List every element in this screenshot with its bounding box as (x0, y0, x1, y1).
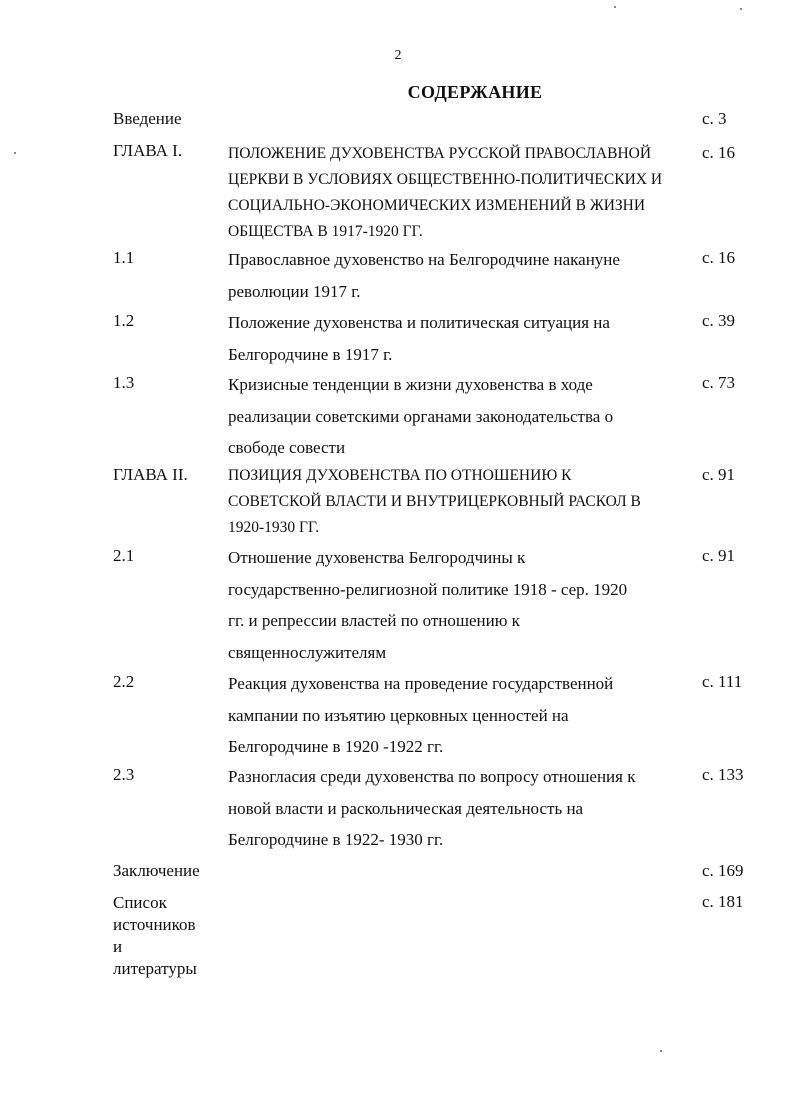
scan-speck (14, 152, 16, 154)
toc-entry-text (228, 668, 688, 763)
toc-entry-number: 2.2 (113, 672, 135, 691)
toc-text-line: Православное духовенство на Белгородчине накануне (228, 250, 620, 269)
toc-text-line: государственно-религиозной политике 1918 - сер. 1920 (228, 579, 628, 599)
toc-entry-number: 1.2 (113, 311, 135, 330)
toc-entry-page: с. 111 (702, 672, 743, 691)
toc-entry-page: с. 3 (702, 109, 727, 128)
toc-text-line: Положение духовенства и политическая ситуация на (228, 313, 610, 332)
page-number: 2 (394, 48, 402, 63)
toc-text-line: Белгородчине в 1922- 1930 гг. (228, 830, 444, 849)
toc-text-line: гг. и репрессии властей по отношению к (228, 611, 520, 630)
toc-entry-page: с. 133 (702, 765, 744, 784)
scan-speck (660, 1050, 662, 1052)
toc-entry-number: 1.3 (113, 373, 135, 392)
toc-text-line: ЦЕРКВИ В УСЛОВИЯХ ОБЩЕСТВЕННО-ПОЛИТИЧЕСКИХ И (228, 171, 663, 188)
toc-entry-page: с. 91 (702, 546, 736, 565)
toc-text-line: Отношение духовенства Белгородчины к (228, 548, 526, 567)
toc-entry-text (228, 463, 688, 541)
toc-entry-number: 1.1 (113, 248, 135, 267)
toc-text-line: ПОЗИЦИЯ ДУХОВЕНСТВА ПО ОТНОШЕНИЮ К (228, 467, 572, 484)
toc-entry-label (113, 892, 197, 980)
toc-title: СОДЕРЖАНИЕ (407, 82, 543, 102)
toc-text-line: кампании по изъятию церковных ценностей на (228, 705, 569, 725)
toc-text-line: СОЦИАЛЬНО-ЭКОНОМИЧЕСКИХ ИЗМЕНЕНИЙ В ЖИЗНИ (228, 197, 646, 214)
toc-text-line: и (113, 937, 123, 956)
toc-text-line: революции 1917 г. (228, 281, 361, 301)
toc-text-line: Белгородчине в 1917 г. (228, 344, 393, 364)
toc-text-line: 1920-1930 ГГ. (228, 519, 320, 536)
toc-entry-text (228, 369, 688, 464)
toc-text-line: Кризисные тенденции в жизни духовенства в ходе (228, 375, 593, 394)
toc-text-line: ОБЩЕСТВА В 1917-1920 ГГ. (228, 223, 423, 240)
toc-entry-label: Введение (113, 109, 182, 128)
toc-text-line: источников (113, 915, 196, 934)
toc-entry-page: с. 73 (702, 373, 736, 392)
toc-entry-page: с. 181 (702, 892, 744, 911)
toc-text-line: литературы (113, 959, 197, 978)
toc-text-line: СОВЕТСКОЙ ВЛАСТИ И ВНУТРИЦЕРКОВНЫЙ РАСКОЛ В (228, 493, 641, 510)
toc-text-line: ПОЛОЖЕНИЕ ДУХОВЕНСТВА РУССКОЙ ПРАВОСЛАВНОЙ (228, 145, 652, 162)
toc-text-line: Белгородчине в 1920 -1922 гг. (228, 737, 444, 756)
toc-entry-page: с. 91 (702, 465, 736, 484)
toc-entry-text (228, 542, 688, 668)
toc-entry-text (228, 761, 688, 856)
toc-text-line: свободе совести (228, 438, 346, 457)
toc-entry-label: ГЛАВА I. (113, 141, 183, 160)
toc-entry-page: с. 169 (702, 861, 744, 880)
toc-text-line: Список (113, 893, 167, 912)
toc-text-line: реализации советскими органами законодательства о (228, 406, 614, 426)
toc-entry-number: 2.1 (113, 546, 135, 565)
toc-entry-number: 2.3 (113, 765, 135, 784)
toc-entry-text (228, 307, 688, 370)
toc-text-line: священнослужителям (228, 642, 387, 662)
toc-text-line: новой власти и раскольническая деятельность на (228, 798, 584, 818)
toc-entry-text (228, 141, 688, 245)
scan-speck (740, 8, 742, 10)
toc-text-line: Реакция духовенства на проведение государственной (228, 674, 614, 693)
toc-entry-page: с. 16 (702, 248, 736, 267)
toc-entry-page: с. 39 (702, 311, 736, 330)
toc-entry-label: Заключение (113, 861, 200, 880)
toc-text-line: Разногласия среди духовенства по вопросу отношения к (228, 767, 636, 786)
toc-entry-page: с. 16 (702, 143, 736, 162)
scan-speck (614, 6, 616, 8)
toc-entry-text (228, 244, 688, 307)
toc-entry-label: ГЛАВА II. (113, 465, 188, 484)
